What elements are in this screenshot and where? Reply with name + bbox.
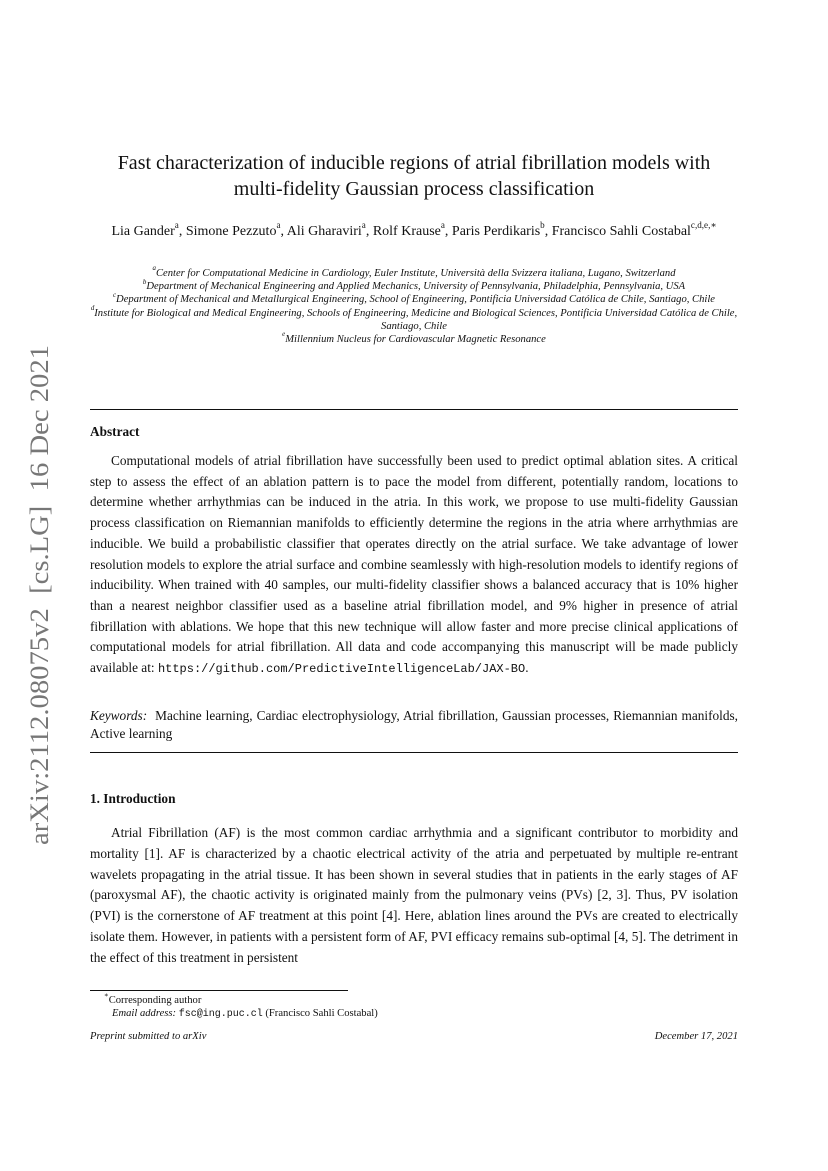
affiliation-mark: a: [152, 265, 156, 273]
footer-date: December 17, 2021: [654, 1031, 738, 1042]
affiliation-mark: c: [112, 291, 117, 299]
author-name: Rolf Krause: [372, 224, 441, 239]
footnote-line-2: [90, 1007, 738, 1021]
email-owner: (Francisco Sahli Costabal): [265, 1008, 378, 1020]
keywords-text: Machine learning, Cardiac electrophysiology, Atrial fibrillation, Gaussian processes, Riemannian manifolds, Active learning: [90, 708, 738, 741]
affiliation-item: [90, 307, 738, 333]
author-affil-mark: a: [276, 219, 281, 230]
abstract-top-rule: [90, 409, 738, 410]
author-affil-mark: b: [540, 219, 545, 230]
affiliation-item: [90, 280, 738, 293]
affiliation-text: Department of Mechanical and Metallurgical Engineering, School of Engineering, Pontificia Universidad Católica de Chile, Santiago, Chile: [116, 294, 715, 306]
title-line-1: Fast characterization of inducible regions of atrial fibrillation models with: [117, 152, 711, 174]
author-affil-mark: c,d,e,∗: [690, 219, 717, 230]
affiliation-list: [90, 267, 738, 346]
footer-preprint: Preprint submitted to arXiv: [90, 1031, 207, 1042]
author-name: Lia Gander: [111, 224, 175, 239]
author-name: Francisco Sahli Costabal: [551, 224, 691, 239]
introduction-body: Atrial Fibrillation (AF) is the most common cardiac arrhythmia and a significant contributor to morbidity and mortality [1]. AF is characterized by a chaotic electrical activity of the atria and perpetuated by multiple re-entrant wavelets propagating in the atrial tissue. It has been shown in several studies that in patients in the early stages of AF (paroxysmal AF), the chaotic activity is originated mainly from the pulmonary veins (PVs) [2, 3]. Thus, PV isolation (PVI) is the cornerstone of AF treatment at this point [4]. Here, ablation lines around the PVs are created to electrically isolate them. However, in patients with a persistent form of AF, PVI efficacy remains sub-optimal [4, 5]. The detriment in the effect of this treatment in persistent: [90, 825, 738, 965]
affiliation-text: Millennium Nucleus for Cardiovascular Magnetic Resonance: [285, 334, 546, 346]
abstract-text: Computational models of atrial fibrillation have successfully been used to predict optimal ablation sites. A critical step to assess the effect of an ablation pattern is to pace the model from different, potentially random, locations to determine whether arrhythmias can be induced in the atria. In this work, we propose to use multi-fidelity Gaussian process classification on Riemannian manifolds to efficiently determine the regions in the atria where arrhythmias are inducible. We build a probabilistic classifier that operates directly on the atrial surface. We take advantage of lower resolution models to explore the atrial surface and combine seamlessly with high-resolution models to identify regions of inducibility. When trained with 40 samples, our multi-fidelity classifier shows a balanced accuracy that is 10% higher than a nearest neighbor classifier used as a baseline atrial fibrillation model, and 9% higher in presence of atrial fibrillation with ablations. We hope that this new technique will allow faster and more precise clinical applications of computational models for atrial fibrillation. All data and code accompanying this manuscript will be made publicly available at:: [90, 453, 738, 676]
abstract-end: .: [525, 660, 529, 676]
code-url-link[interactable]: https://github.com/PredictiveIntelligenceLab/JAX-BO: [157, 662, 526, 677]
affiliation-mark: b: [142, 278, 147, 286]
keywords-label: Keywords:: [90, 708, 148, 723]
page-footer: [90, 1031, 738, 1042]
author-affil-mark: a: [361, 219, 366, 230]
email-link[interactable]: fsc@ing.puc.cl: [178, 1009, 263, 1021]
footnote: [90, 994, 738, 1021]
affiliation-item: [90, 333, 738, 346]
author-affil-mark: a: [174, 219, 179, 230]
arxiv-stamp: [16, 345, 58, 845]
affiliation-item: [90, 293, 738, 306]
abstract-bottom-rule: [90, 752, 738, 753]
author-name: Ali Gharaviri: [286, 224, 362, 239]
title-line-2: multi-fidelity Gaussian process classification: [233, 178, 595, 200]
author-name: Paris Perdikaris: [451, 224, 541, 239]
affiliation-item: [90, 267, 738, 280]
paper-title: [90, 150, 738, 202]
footnote-mark: ∗: [104, 992, 109, 1000]
author-affil-mark: a: [440, 219, 445, 230]
affiliation-mark: d: [90, 305, 95, 313]
abstract-body: [90, 451, 738, 680]
affiliation-text: Institute for Biological and Medical Engineering, Schools of Engineering, Medicine and Biological Sciences, Pontificia Universidad Católica de Chile, Santiago, Chile: [94, 307, 738, 332]
footnote-line-1: [90, 994, 738, 1007]
footnote-rule: [90, 990, 348, 991]
affiliation-mark: e: [282, 331, 286, 339]
section-heading-introduction: 1. Introduction: [90, 791, 176, 806]
author-name: Simone Pezzuto: [185, 224, 277, 239]
author-list: Lia Gander$^a$, Simone Pezzuto$^a$, Ali Gharaviri$^a$, Rolf Krause$^a$, Paris Perdikaris$^b$, Francisco Sahli Costabal$^{c,d,e,∗}$: [111, 219, 717, 239]
keywords: [90, 707, 738, 742]
footnote-text: Corresponding author: [108, 995, 202, 1006]
abstract-heading: Abstract: [90, 424, 140, 439]
affiliation-text: Department of Mechanical Engineering and Applied Mechanics, University of Pennsylvania, Philadelphia, Pennsylvania, USA: [146, 281, 686, 293]
arxiv-stamp-text: arXiv:2112.08075v2 [cs.LG] 16 Dec 2021: [24, 382, 54, 845]
email-label: Email address:: [112, 1008, 177, 1020]
affiliation-text: Center for Computational Medicine in Cardiology, Euler Institute, Università della Svizzera italiana, Lugano, Switzerland: [155, 268, 676, 279]
